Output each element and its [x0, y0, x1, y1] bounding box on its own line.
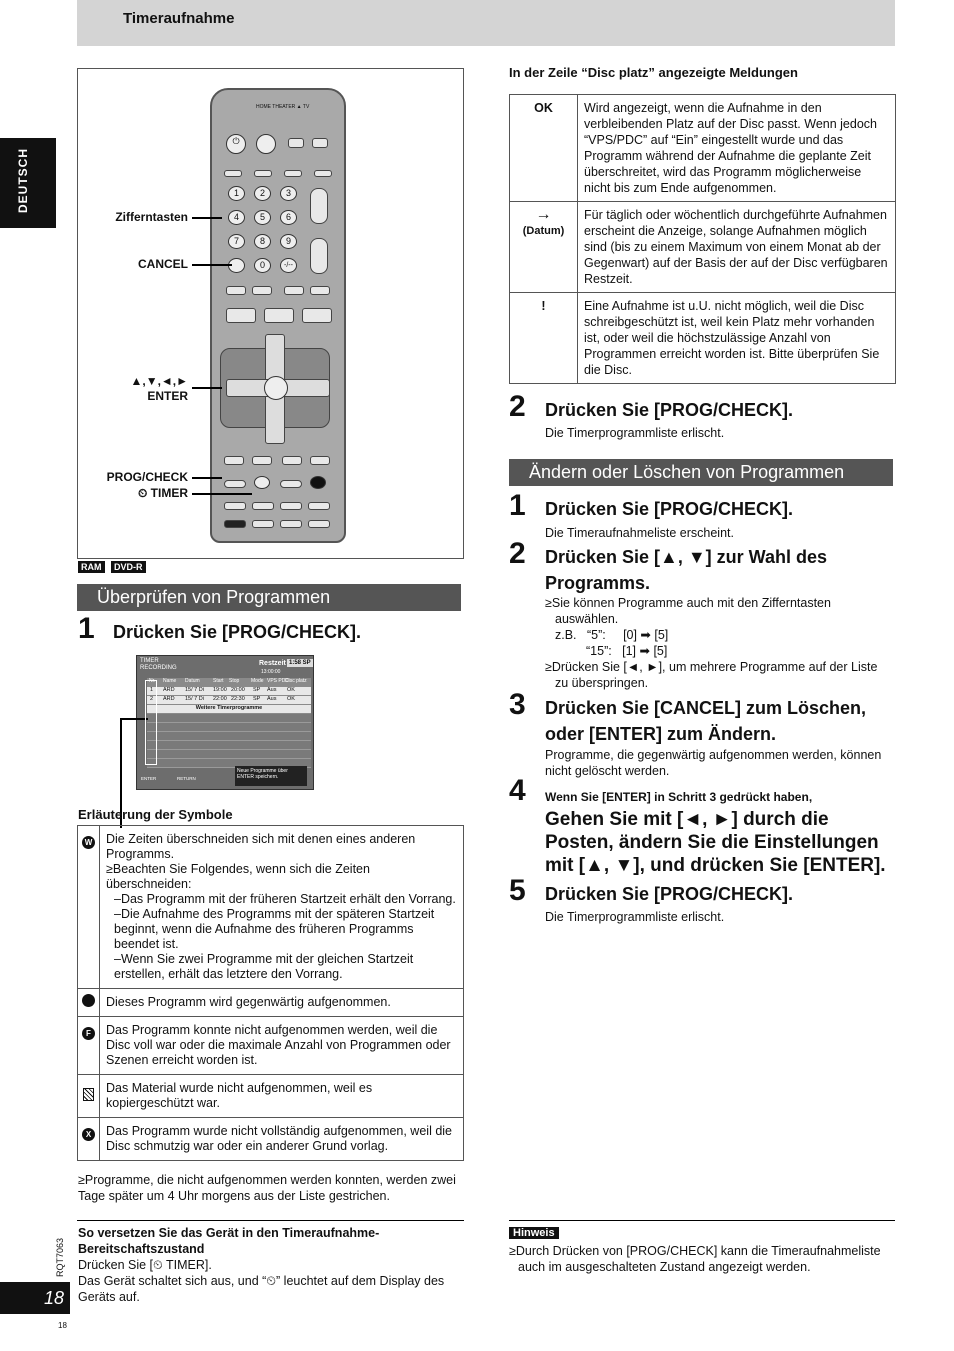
standby-text: Das Gerät schaltet sich aus, und “⏲” leuchtet auf dem Display des — [78, 1274, 445, 1288]
message-text: Eine Aufnahme ist u.U. nicht möglich, weil die Disc schreibgeschützt ist, weil kein Platz mehr vorhanden ist, oder weil die höchstzulässige Anzahl von Programmen erreicht worden ist. Bitte überprüfen Sie die Disc. — [578, 293, 896, 384]
symbol-row — [78, 1075, 464, 1118]
cell: 20:00 — [231, 687, 245, 693]
cell: 22:00 — [213, 696, 227, 702]
numeric-key: 2 — [254, 186, 271, 201]
message-text: Wird angezeigt, wenn die Aufnahme in den verbleibenden Platz auf der Disc passt. Wenn jedoch “VPS/PDC” auf “Ein” eingestellt wurde und das Programm während der Aufnahme die geplante Zeit überschreitet, wird das Programm möglicherweise nicht bis zum Ende aufgenommen. — [578, 95, 896, 202]
col-header: Stop — [229, 678, 240, 684]
rec-key-icon — [310, 476, 326, 489]
message-key: OK — [510, 95, 578, 202]
cell: 1 — [150, 687, 154, 693]
callout-timer: ⏲ TIMER — [137, 486, 188, 500]
enter-key-icon — [264, 376, 288, 400]
numeric-key: 9 — [280, 234, 297, 249]
cell: 15/ 7 Di — [185, 687, 204, 693]
step-number: 2 — [509, 390, 526, 423]
step-note: Programme, die gegenwärtig aufgenommen werden, können — [545, 748, 882, 762]
standby-text: Drücken Sie [⏲ TIMER]. — [78, 1258, 212, 1272]
col-header: Name — [163, 678, 177, 684]
symbol-icon-cell — [78, 1118, 100, 1161]
step-text: Posten, ändern Sie die Einstellungen — [545, 832, 879, 853]
cell: 2 — [150, 696, 154, 702]
callout-prog-check: PROG/CHECK — [106, 470, 188, 484]
step-text: Drücken Sie [PROG/CHECK]. — [545, 499, 794, 519]
step-number: 1 — [509, 489, 526, 522]
cell: ARD — [163, 696, 175, 702]
step-number: 5 — [509, 874, 526, 907]
callout-arrows: ▲,▼,◄,► — [130, 374, 188, 388]
header-title: Timeraufnahme — [123, 10, 235, 27]
cell: OK — [287, 687, 295, 693]
timer-recording-screen — [136, 655, 314, 790]
symbol-line: –Wenn Sie zwei Programme mit der gleichen Startzeit erstellen, erhält das letztere den Vorrang. — [114, 952, 414, 981]
symbol-icon-cell — [78, 826, 100, 989]
pause-icon — [264, 308, 294, 323]
screen-restzeit: Restzeit — [259, 660, 286, 667]
cell: 15/ 7 Di — [185, 696, 204, 702]
col-header: Disc platz — [285, 678, 307, 684]
display-button-icon — [224, 170, 242, 177]
numeric-key: 5 — [254, 210, 271, 225]
symbol-row — [78, 1118, 464, 1161]
symbol-desc: Das Programm konnte nicht aufgenommen werden, weil die Disc voll war oder die maximale Anzahl von Programmen oder Szenen erreicht worden ist. — [100, 1017, 464, 1075]
channel-rocker-icon — [310, 188, 328, 224]
divider — [77, 1220, 464, 1221]
step-note: nicht gelöscht werden. — [545, 764, 670, 778]
failed-icon: F — [82, 1027, 95, 1040]
step-text: oder [ENTER] zum Ändern. — [545, 724, 777, 744]
screen-enter-hint: ENTER — [141, 776, 157, 781]
numeric-key: 7 — [228, 234, 245, 249]
symbols-title: Erläuterung der Symbole — [78, 807, 233, 822]
cell: Aus — [267, 687, 277, 693]
messages-table — [509, 94, 896, 384]
more-programs-row: Weitere Timerprogramme — [147, 705, 311, 713]
step-note: ≥Drücken Sie [◄, ►], um mehrere Programme auf der Liste — [545, 660, 878, 674]
cell: OK — [287, 696, 295, 702]
symbol-row — [78, 1017, 464, 1075]
numeric-key: -/-- — [280, 258, 297, 273]
status-key-icon — [224, 502, 246, 510]
section-title: Überprüfen von Programmen — [97, 587, 331, 607]
step-text: Gehen Sie mit [◄, ►] durch die — [545, 809, 829, 830]
step-condition: Wenn Sie [ENTER] in Schritt 3 gedrückt haben, — [545, 790, 813, 804]
callout-enter: ENTER — [147, 389, 188, 403]
cell: ARD — [163, 687, 175, 693]
step-text: Drücken Sie [CANCEL] zum Löschen, — [545, 698, 867, 718]
col-header: Nr. — [149, 678, 156, 684]
cell: Aus — [267, 696, 277, 702]
hinweis-text: auch im ausgeschalteten Zustand angezeigt werden. — [518, 1260, 811, 1274]
page-header — [77, 0, 895, 46]
step-note: ≥Sie können Programme auch mit den Zifferntasten — [545, 596, 831, 610]
power-icon: ⏻ — [226, 134, 246, 154]
symbol-line: ≥Beachten Sie Folgendes, wenn sich die Zeiten überschneiden: — [106, 862, 370, 891]
cancel-key-icon — [228, 258, 245, 273]
remote-control — [210, 88, 346, 543]
cell: SP — [253, 696, 261, 702]
cell: 19:00 — [213, 687, 227, 693]
step-note: Die Timerprogrammliste erlischt. — [545, 426, 725, 440]
numeric-key: 4 — [228, 210, 245, 225]
skip-back-icon — [226, 286, 246, 295]
av-button-icon — [314, 170, 332, 177]
slow-search-forward-icon — [310, 286, 330, 295]
message-key: ! — [510, 293, 578, 384]
step-note: Die Timerprogrammliste erlischt. — [545, 910, 725, 924]
step-number: 3 — [509, 688, 526, 721]
prog-check-key-icon — [224, 480, 246, 488]
symbols-footnote: ≥Programme, die nicht aufgenommen werden konnten, werden zwei Tage später um 4 Uhr morgens aus der Liste gestrichen. — [78, 1173, 456, 1203]
input-select-button-icon — [284, 170, 302, 177]
incomplete-icon: X — [82, 1128, 95, 1141]
symbols-table — [77, 825, 464, 1161]
callout-cancel: CANCEL — [138, 257, 188, 271]
sw-level-key-icon — [280, 520, 302, 528]
symbol-icon-cell — [78, 989, 100, 1017]
callout-line — [192, 493, 252, 495]
skip-forward-icon — [252, 286, 272, 295]
erase-key-icon — [280, 480, 302, 488]
symbol-icon-cell — [78, 1075, 100, 1118]
home-theater-label: HOME THEATER ▲ TV — [256, 104, 310, 110]
time-slip-icon — [310, 456, 330, 465]
step-number: 4 — [509, 774, 526, 807]
language-tab-label: DEUTSCH — [16, 148, 30, 214]
step-note: auswählen. — [555, 612, 619, 626]
recording-dot-icon — [82, 994, 95, 1007]
fm-am-button-icon — [312, 138, 328, 148]
frame-forward-icon — [252, 456, 272, 465]
screen-note: Neue Programme über ENTER speichern. — [235, 766, 307, 786]
slow-search-back-icon — [284, 286, 304, 295]
numeric-key: 1 — [228, 186, 245, 201]
message-text: Für täglich oder wöchentlich durchgeführte Aufnahmen erscheint die Anzeige, solange Aufnahmen möglich sind (bis zu einem Maximum von einem Monat ab der Gegenwart) auf der Basis der auf der Disc verfügbaren Restzeit. — [578, 202, 896, 293]
hinweis-badge: Hinweis — [509, 1227, 559, 1239]
showview-button-icon — [256, 134, 276, 154]
screen-remaining-time: 1:58 SP — [289, 660, 311, 666]
page-number-box — [0, 1282, 70, 1314]
section-title: Ändern oder Löschen von Programmen — [529, 462, 845, 482]
step-text: Drücken Sie [PROG/CHECK]. — [545, 400, 794, 420]
step-example: “15”: [1] ➡ [5] — [586, 644, 668, 658]
screen-title-line: RECORDING — [140, 665, 177, 671]
step-note: Die Timeraufnahmeliste erscheint. — [545, 526, 734, 540]
step-text: Drücken Sie [▲, ▼] zur Wahl des — [545, 547, 828, 567]
manual-skip-icon — [282, 456, 302, 465]
volume-rocker-icon — [310, 238, 328, 274]
numeric-key: 6 — [280, 210, 297, 225]
screen-table — [147, 678, 311, 768]
message-key-sub: (Datum) — [522, 225, 565, 237]
col-header: VPS PDC — [267, 678, 289, 684]
step-number: 2 — [509, 537, 526, 570]
play-icon — [302, 308, 332, 323]
rec-mode-key-icon — [308, 502, 330, 510]
screen-clock: 13:00:00 — [261, 669, 281, 675]
message-row — [510, 293, 896, 384]
muting-key-icon — [308, 520, 330, 528]
standby-text: Geräts auf. — [78, 1290, 140, 1304]
step-text: mit [▲, ▼], und drücken Sie [ENTER]. — [545, 855, 886, 876]
step-note: zu überspringen. — [555, 676, 649, 690]
screen-title — [140, 658, 177, 672]
symbol-column-highlight — [145, 680, 157, 765]
standby-title: Bereitschaftszustand — [78, 1242, 205, 1256]
section-bar-edit — [509, 459, 893, 486]
screen-title-line: TIMER — [140, 658, 159, 664]
table-row — [147, 687, 311, 695]
message-row — [510, 95, 896, 202]
message-key — [510, 202, 578, 293]
cell: SP — [253, 687, 261, 693]
section-bar-check — [77, 584, 461, 611]
symbol-desc — [100, 826, 464, 989]
arrow-symbol: → — [535, 206, 552, 223]
hinweis-text: ≥Durch Drücken von [PROG/CHECK] kann die Timeraufnahmeliste — [509, 1244, 881, 1258]
step-text: Drücken Sie [PROG/CHECK]. — [113, 622, 362, 642]
cell: 22:30 — [231, 696, 245, 702]
empty-rows — [147, 714, 311, 768]
marker-key-icon — [252, 502, 274, 510]
shift-key-icon — [224, 520, 246, 528]
symbol-desc: Das Material wurde nicht aufgenommen, weil es kopiergeschützt war. — [100, 1075, 464, 1118]
direct-tv-rec-button-icon — [254, 170, 272, 177]
numeric-key: 0 — [254, 258, 271, 273]
step-text: Programms. — [545, 573, 651, 593]
eq-key-icon — [252, 520, 274, 528]
table-row — [147, 696, 311, 704]
copy-protected-icon — [83, 1088, 94, 1101]
callout-line — [192, 217, 222, 219]
callout-zifferntasten: Zifferntasten — [115, 210, 188, 224]
symbol-row — [78, 989, 464, 1017]
col-header: Mode — [251, 678, 264, 684]
timer-key-icon — [254, 476, 270, 489]
step-example: z.B. “5”: [0] ➡ [5] — [555, 628, 669, 642]
standby-title: So versetzen Sie das Gerät in den Timeraufnahme- — [78, 1226, 380, 1240]
callout-line — [192, 264, 232, 266]
divider — [509, 1220, 895, 1221]
messages-title: In der Zeile “Disc platz” angezeigte Meldungen — [509, 65, 798, 80]
stop-icon — [226, 308, 256, 323]
symbol-desc: Das Programm wurde nicht vollständig aufgenommen, weil die Disc schmutzig war oder ein anderer Grund vorlag. — [100, 1118, 464, 1161]
frame-back-icon — [224, 456, 244, 465]
col-header: Datum — [185, 678, 200, 684]
symbol-desc: Dieses Programm wird gegenwärtig aufgenommen. — [100, 989, 464, 1017]
callout-line — [192, 477, 222, 479]
step-text: Drücken Sie [PROG/CHECK]. — [545, 884, 794, 904]
message-row — [510, 202, 896, 293]
step-number: 1 — [78, 612, 95, 645]
screen-return-hint: RETURN — [177, 776, 196, 781]
overlap-icon: W — [82, 836, 95, 849]
position-key-icon — [280, 502, 302, 510]
symbol-line: Die Zeiten überschneiden sich mit denen eines anderen Programms. — [106, 832, 416, 861]
screen-table-header — [147, 678, 311, 686]
numeric-key: 8 — [254, 234, 271, 249]
page-number: 18 — [44, 1288, 65, 1308]
col-header: Start — [213, 678, 224, 684]
dvd-button-icon — [288, 138, 304, 148]
symbol-row — [78, 826, 464, 989]
symbol-callout-line — [120, 718, 148, 720]
page-number-small: 18 — [58, 1321, 67, 1330]
language-tab — [0, 138, 56, 228]
callout-line — [192, 387, 222, 389]
ram-badge: RAM — [78, 561, 105, 573]
symbol-icon-cell — [78, 1017, 100, 1075]
dvd-r-badge: DVD-R — [111, 561, 146, 573]
document-code: RQT7063 — [55, 1238, 65, 1278]
symbol-line: –Die Aufnahme des Programms mit der späteren Startzeit beginnt, wenn die Aufnahme des früheren Programms beendet ist. — [114, 907, 435, 951]
symbol-line: –Das Programm mit der früheren Startzeit erhält den Vorrang. — [114, 892, 456, 906]
numeric-key: 3 — [280, 186, 297, 201]
